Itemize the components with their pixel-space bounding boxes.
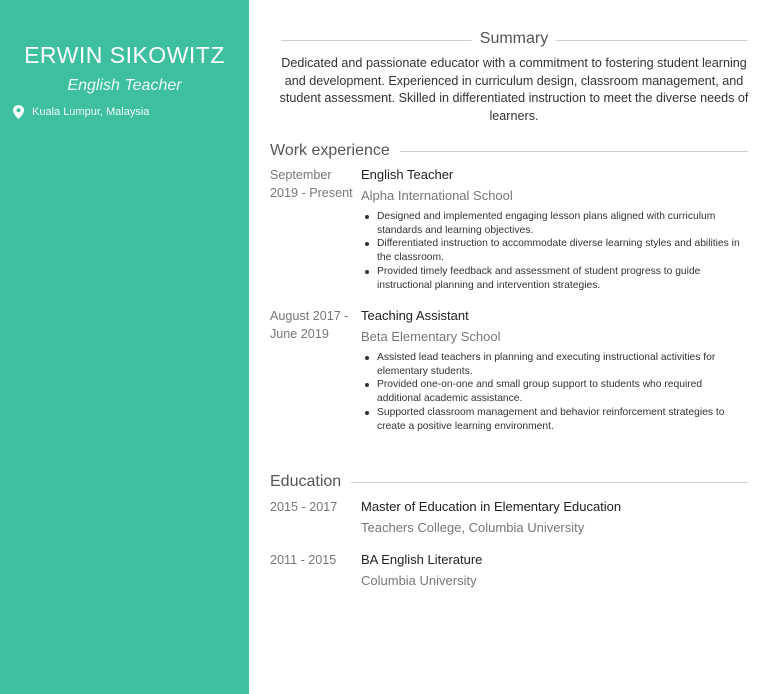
summary-heading [281, 30, 747, 52]
map-pin-icon [13, 105, 24, 119]
work-rule [400, 151, 748, 152]
bullet-list [361, 210, 749, 292]
entry-body [361, 551, 749, 590]
bullet-item: Designed and implemented engaging lesson plans aligned with curriculum standards and learning objectives. [361, 210, 749, 237]
entry-date: September 2019 - Present [270, 168, 353, 200]
entry-title: Master of Education in Elementary Education [361, 499, 622, 514]
bullet-item: Provided timely feedback and assessment of student progress to guide instructional planning and intervention strategies. [361, 265, 749, 292]
entry-body [361, 307, 749, 433]
work-heading [270, 140, 748, 162]
entry-organization: Alpha International School [361, 188, 513, 203]
entry-date: 2015 - 2017 [270, 500, 338, 514]
main-content [249, 0, 760, 694]
entry-organization: Teachers College, Columbia University [361, 520, 585, 535]
entry-body [361, 166, 749, 292]
bullet-item: Provided one-on-one and small group support to students who required additional academic assistance. [361, 378, 749, 405]
entry-title: English Teacher [361, 167, 454, 182]
education-rule [351, 482, 748, 483]
entry-date: August 2017 - June 2019 [270, 309, 349, 341]
entry-organization: Columbia University [361, 573, 477, 588]
sidebar [0, 0, 249, 694]
summary-heading-label: Summary [472, 30, 556, 48]
education-heading-label: Education [270, 473, 342, 490]
bullet-item: Assisted lead teachers in planning and executing instructional activities for elementary students. [361, 351, 749, 378]
entry-organization: Beta Elementary School [361, 329, 501, 344]
entry-title: Teaching Assistant [361, 308, 469, 323]
location-text: Kuala Lumpur, Malaysia [32, 106, 150, 118]
bullet-list [361, 351, 749, 433]
bullet-item: Supported classroom management and behavior reinforcement strategies to create a positive learning environment. [361, 406, 749, 433]
entry-body [361, 498, 749, 537]
entry-title: BA English Literature [361, 552, 483, 567]
location [13, 105, 149, 119]
bullet-item: Differentiated instruction to accommodate diverse learning styles and abilities in the classroom. [361, 237, 749, 264]
summary-text: Dedicated and passionate educator with a commitment to fostering student learning and development. Experienced in curriculum design, classroom management, and student assessment. Skilled in differentiated instruction to meet the diverse needs of learners. [279, 56, 749, 123]
education-heading [270, 471, 748, 493]
entry-date: 2011 - 2015 [270, 553, 337, 567]
work-heading-label: Work experience [270, 142, 390, 159]
candidate-name: ERWIN SIKOWITZ [24, 42, 225, 68]
candidate-role: English Teacher [67, 77, 182, 94]
